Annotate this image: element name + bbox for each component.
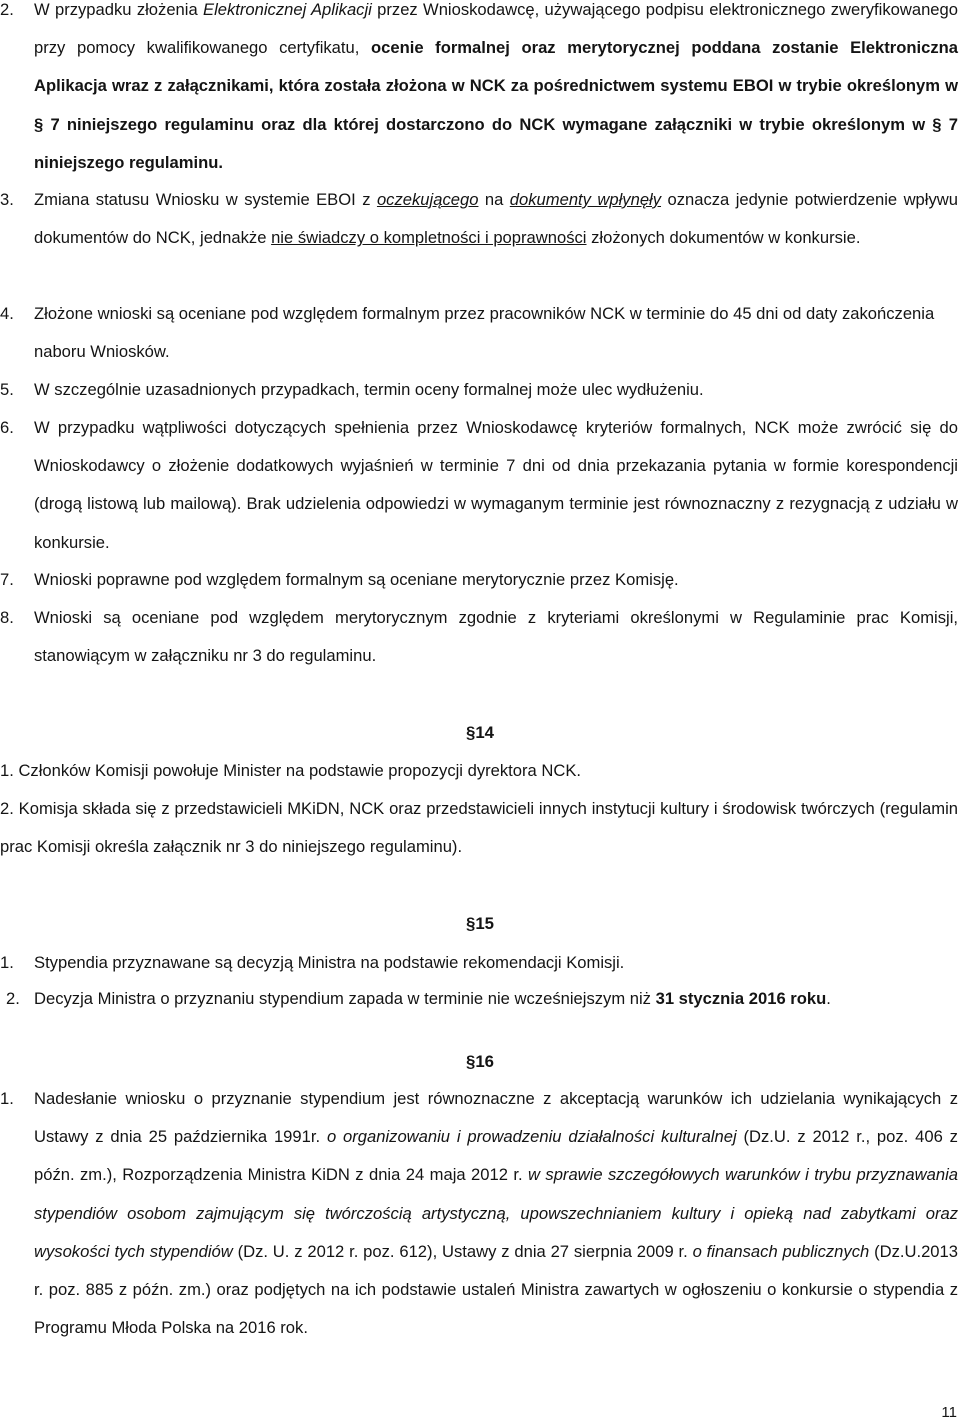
item-number: 7. — [0, 570, 14, 589]
section-14-paragraph-1: 1. Członków Komisji powołuje Minister na podstawie propozycji dyrektora NCK. — [0, 761, 582, 780]
item-text: Decyzja Ministra o przyznaniu stypendium zapada w terminie nie wcześniejszym niż — [34, 989, 656, 1008]
text-run: nie świadczy o kompletności i poprawności — [271, 228, 587, 248]
text-run: na — [478, 190, 510, 209]
item-text — [34, 1089, 958, 1337]
item-text — [34, 380, 704, 399]
text-run: dokumenty wpłynęły — [509, 190, 662, 209]
text-run: W szczególnie uzasadnionych przypadkach, termin oceny formalnej może ulec wydłużeniu. — [34, 380, 704, 399]
section-heading-14: §14 — [466, 723, 494, 742]
item-number: 5. — [0, 380, 14, 399]
paragraph-4 — [0, 295, 958, 371]
item-text — [34, 304, 934, 361]
deadline-date: 31 stycznia 2016 roku — [655, 989, 827, 1008]
text-run: oznacza jedynie potwierdzenie wpływu dokumentów do NCK, jednakże — [34, 190, 958, 248]
section-15-paragraph-1 — [0, 944, 958, 982]
paragraph-8 — [0, 599, 958, 675]
item-number: 1. — [0, 1089, 14, 1108]
item-text — [34, 608, 958, 665]
text-run: Elektronicznej Aplikacji — [203, 0, 372, 19]
section-14-paragraph-2: 2. Komisja składa się z przedstawicieli MKiDN, NCK oraz przedstawicieli innych instytucji kultury i środowisk twórczych (regulamin prac Komisji określa załącznik nr 3 do niniejszego regulaminu). — [0, 799, 958, 857]
item-text: Stypendia przyznawane są decyzją Ministra na podstawie rekomendacji Komisji. — [34, 953, 625, 972]
section-heading-16: §16 — [466, 1052, 494, 1071]
item-number: 2. — [6, 989, 20, 1008]
text-run: złożonych dokumentów w konkursie. — [586, 228, 861, 248]
text-run: (Dz. U. z 2012 r. poz. 612), Ustawy z dnia 27 sierpnia 2009 r. — [232, 1241, 693, 1261]
item-number: 6. — [0, 418, 14, 437]
item-text — [34, 570, 679, 589]
item-number: 1. — [0, 953, 14, 972]
section-16-paragraph-1 — [0, 1080, 958, 1347]
text-run: (Dz.U.2013 r. poz. 885 z późn. zm.) oraz podjętych na ich podstawie ustaleń Ministra zawartych w ogłoszeniu o konkursie o stypendia z Programu Młoda Polska na 2016 rok. — [34, 1241, 958, 1338]
text-run: Zmiana statusu Wniosku w systemie EBOI z — [34, 190, 377, 209]
section-15-paragraph-2 — [0, 980, 958, 1018]
text-run: Wnioski poprawne pod względem formalnym są oceniane merytorycznie przez Komisję. — [34, 570, 679, 589]
text-run: Wnioski są oceniane pod względem merytorycznym zgodnie z kryteriami określonymi w Regulaminie prac Komisji, stanowiącym w załączniku nr 3 do regulaminu. — [34, 608, 958, 666]
item-number: 4. — [0, 304, 14, 323]
section-heading-15: §15 — [466, 914, 494, 933]
text-run: W przypadku wątpliwości dotyczących spełnienia przez Wnioskodawcę kryteriów formalnych, NCK może zwrócić się do Wnioskodawcy o złożenie dodatkowych wyjaśnień w terminie 7 dni od dnia przekazania pytania w formie korespondencji (drogą listową lub mailową). Brak udzielenia odpowiedzi w wymaganym terminie jest równoznaczny z rezygnacją z udziału w konkursie. — [34, 418, 958, 552]
text-run: W przypadku złożenia — [34, 0, 203, 19]
text-run: o organizowaniu i prowadzeniu działalności kulturalnej — [326, 1127, 737, 1147]
paragraph-6 — [0, 409, 958, 562]
item-text — [34, 0, 958, 172]
text-run: przez Wnioskodawcę, używającego podpisu elektronicznego zweryfikowanego przy pomocy kwalifikowanego certyfikatu, — [34, 0, 958, 58]
item-number: 2. — [0, 0, 14, 19]
item-text — [34, 190, 958, 247]
page-number: 11 — [941, 1404, 957, 1421]
text-run: w sprawie szczegółowych warunków i trybu przyznawania stypendiów osobom zajmującym się twórczością artystyczną, upowszechnianiem kultury i opieką nad zabytkami oraz wysokości tych stypendiów — [34, 1165, 958, 1261]
text-run: Nadesłanie wniosku o przyznanie stypendium jest równoznaczne z akceptacją warunków ich udzielania wynikających z Ustawy z dnia 25 października 1991r. — [34, 1089, 958, 1147]
text-run: o finansach publicznych — [692, 1241, 870, 1261]
text-run: (Dz.U. z 2012 r., poz. 406 z późn. zm.), Rozporządzenia Ministra KiDN z dnia 24 maja 2012 r. — [34, 1127, 958, 1185]
item-number: 8. — [0, 608, 14, 627]
text-run: oczekującego — [376, 190, 479, 209]
paragraph-3 — [0, 181, 958, 257]
item-text-end: . — [826, 989, 831, 1008]
item-number: 3. — [0, 190, 14, 209]
text-run: ocenie formalnej oraz merytorycznej poddana zostanie Elektroniczna Aplikacja wraz z załącznikami, która została złożona w NCK za pośrednictwem systemu EBOI w trybie określonym w § 7 niniejszego regulaminu oraz dla której dostarczono do NCK wymagane załączniki w trybie określonym w § 7 niniejszego regulaminu. — [34, 38, 958, 172]
paragraph-2 — [0, 0, 958, 182]
text-run: Złożone wnioski są oceniane pod względem formalnym przez pracowników NCK w terminie do 45 dni od daty zakończenia naboru Wniosków. — [34, 304, 935, 362]
paragraph-7 — [0, 561, 958, 599]
item-text — [34, 418, 958, 552]
paragraph-5 — [0, 371, 958, 409]
